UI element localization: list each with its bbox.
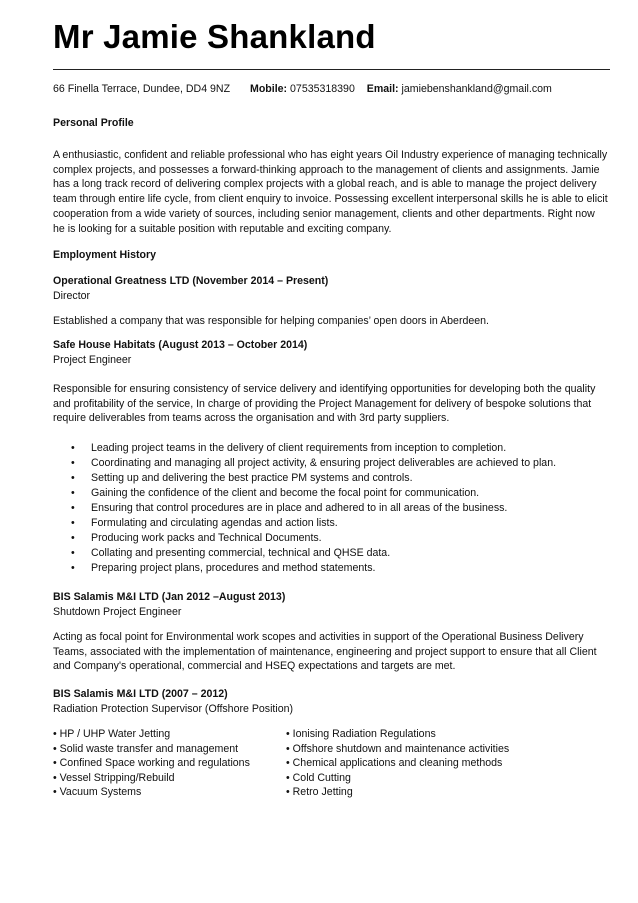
list-item: • HP / UHP Water Jetting: [53, 728, 171, 740]
list-item: • Gaining the confidence of the client and become the focal point for communication.: [71, 487, 480, 499]
header-divider: [53, 69, 610, 70]
list-item: • Ensuring that control procedures are in place and adhered to in all areas of the business.: [71, 502, 508, 514]
list-item: • Offshore shutdown and maintenance activities: [286, 742, 510, 755]
email-address[interactable]: jamiebenshankland@gmail.com: [401, 83, 552, 95]
job-role: Project Engineer: [53, 354, 132, 366]
job-company: Operational Greatness LTD (November 2014 – Present): [53, 275, 329, 287]
contact-line: [53, 83, 552, 95]
address: 66 Finella Terrace, Dundee, DD4 9NZ: [53, 83, 231, 95]
job-role: Director: [53, 290, 91, 302]
job-summary: Established a company that was responsible for helping companies’ open doors in Aberdeen.: [53, 315, 489, 327]
job-company: BIS Salamis M&I LTD (Jan 2012 –August 2013): [53, 591, 286, 603]
email-label: Email:: [366, 83, 399, 95]
list-item: • Vessel Stripping/Rebuild: [53, 771, 175, 784]
responsibilities-list: [53, 441, 556, 576]
list-item: • Leading project teams in the delivery of client requirements from inception to completion.: [71, 442, 507, 454]
job-company: Safe House Habitats (August 2013 – October 2014): [53, 339, 308, 351]
list-item: • Solid waste transfer and management: [53, 742, 239, 755]
list-item: • Retro Jetting: [286, 786, 353, 799]
list-item: • Coordinating and managing all project activity, & ensuring project deliverables are achieved to plan.: [71, 457, 557, 469]
profile-text: A enthusiastic, confident and reliable professional who has eight years Oil Industry experience of managing technically complex projects, and possesses a forward-thinking approach to the management of clients and assignments. Jamie has a long track record of delivering complex projects with a global reach, and is able to manage the project delivery team through entire life cycle, from client enquiry to invoice. Possessing excellent interpersonal skills he is able to elicit cooperation from a wide variety of sources, including senior management, clients and other departments. Right now he is looking for a suitable position with reputable and exciting company.: [53, 149, 608, 235]
list-item: • Producing work packs and Technical Documents.: [71, 532, 322, 544]
job-summary: Acting as focal point for Environmental work scopes and activities in support of the Operational Business Delivery Teams, associated with the implementation of maintenance, engineering and project support to ensure that all Client and Company's operational, commercial and HSEQ expectations and targets are met.: [53, 631, 597, 673]
section-title-profile: Personal Profile: [53, 117, 134, 129]
mobile-number: 07535318390: [290, 83, 355, 95]
list-item: • Setting up and delivering the best practice PM systems and controls.: [71, 472, 413, 484]
skills-list-right: [286, 727, 509, 800]
list-item: • Preparing project plans, procedures and method statements.: [71, 562, 376, 574]
job-summary: Responsible for ensuring consistency of service delivery and identifying opportunities for developing both the quality and profitability of the service, In charge of providing the Project Management for delivery of bespoke solutions that require deliverables from teams across the organisation and with 3rd party suppliers.: [53, 383, 596, 425]
list-item: • Cold Cutting: [286, 771, 351, 784]
list-item: • Vacuum Systems: [53, 786, 142, 799]
list-item: • Chemical applications and cleaning methods: [286, 757, 503, 770]
job-role: Radiation Protection Supervisor (Offshore Position): [53, 703, 294, 715]
mobile-label: Mobile:: [250, 83, 288, 95]
list-item: • Formulating and circulating agendas and action lists.: [71, 517, 338, 529]
section-title-employment: Employment History: [53, 249, 157, 261]
job-company: BIS Salamis M&I LTD (2007 – 2012): [53, 688, 228, 700]
list-item: • Collating and presenting commercial, technical and QHSE data.: [71, 547, 391, 559]
job-role: Shutdown Project Engineer: [53, 606, 182, 618]
list-item: • Ionising Radiation Regulations: [286, 728, 436, 740]
candidate-name: Mr Jamie Shankland: [53, 18, 376, 55]
skills-list-left: [53, 727, 250, 800]
list-item: • Confined Space working and regulations: [53, 757, 250, 770]
